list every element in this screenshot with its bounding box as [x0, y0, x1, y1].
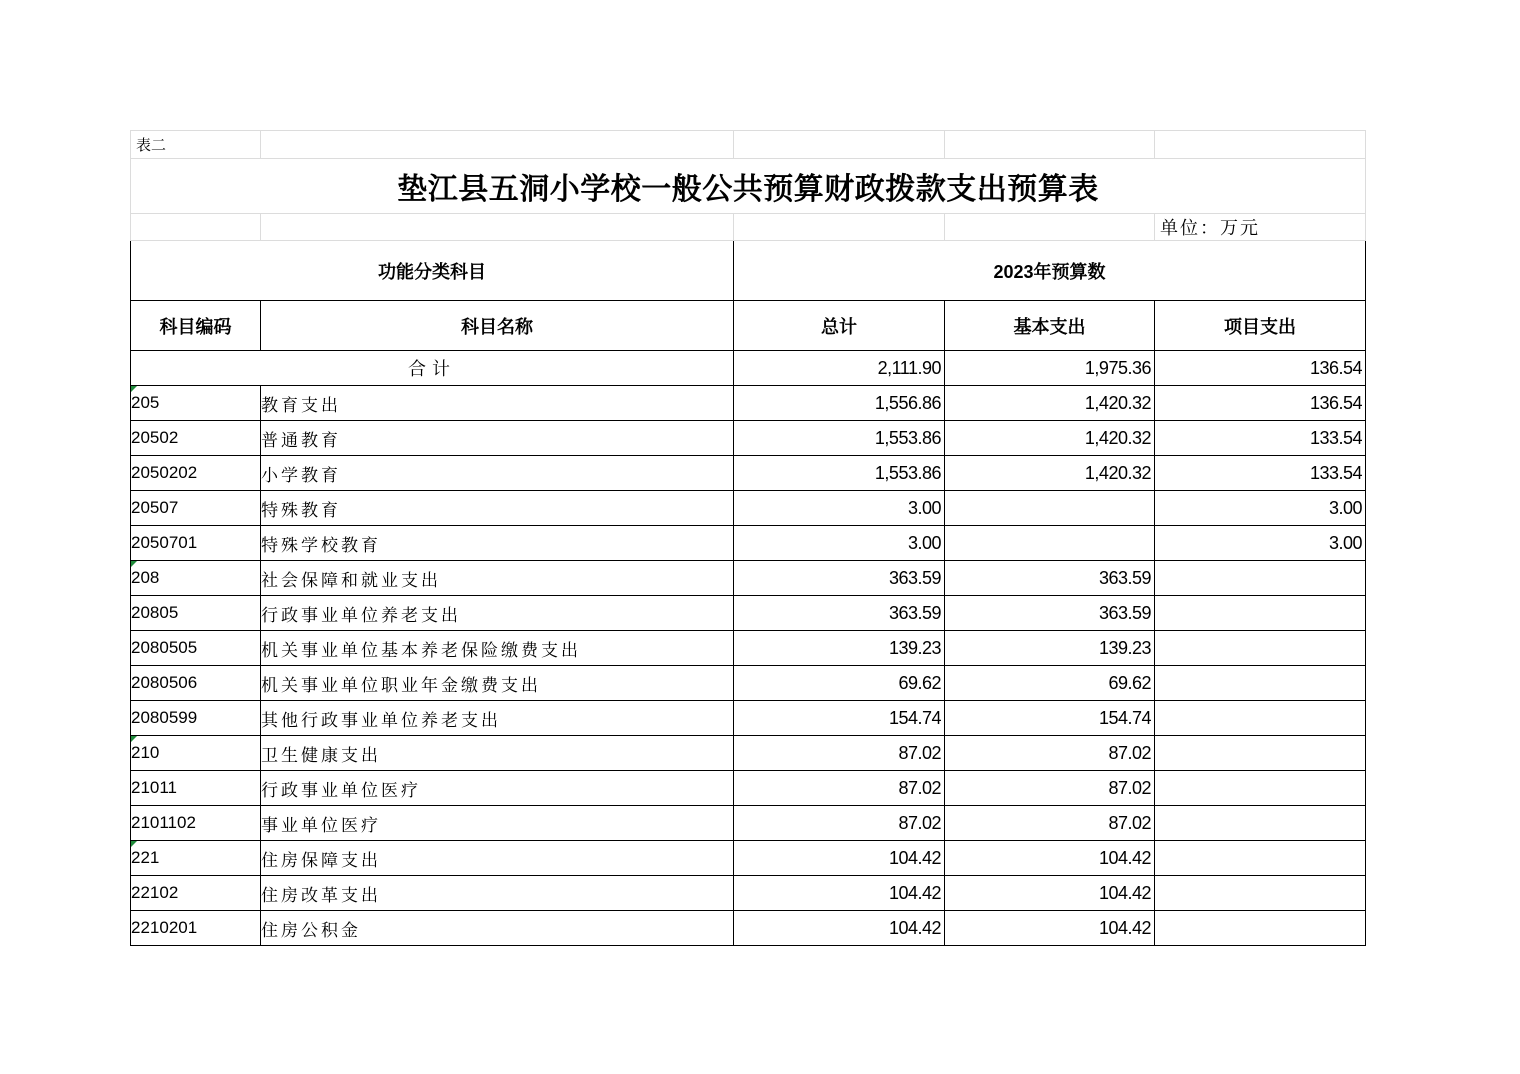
code-cell: 210	[131, 736, 261, 771]
table-row	[131, 841, 1366, 876]
code-cell: 205	[131, 386, 261, 421]
project-cell	[1155, 631, 1366, 666]
total-cell: 3.00	[734, 491, 945, 526]
total-cell: 1,553.86	[734, 456, 945, 491]
table-row	[131, 561, 1366, 596]
code-cell: 2080599	[131, 701, 261, 736]
header-name: 科目名称	[261, 301, 734, 351]
table-row	[131, 736, 1366, 771]
code-cell: 20502	[131, 421, 261, 456]
header-code: 科目编码	[131, 301, 261, 351]
project-cell	[1155, 561, 1366, 596]
total-cell: 87.02	[734, 736, 945, 771]
total-cell: 363.59	[734, 561, 945, 596]
total-project: 136.54	[1155, 351, 1366, 386]
name-cell: 住房改革支出	[261, 876, 734, 911]
table-row	[131, 911, 1366, 946]
code-cell: 21011	[131, 771, 261, 806]
basic-cell: 363.59	[945, 561, 1155, 596]
header-project: 项目支出	[1155, 301, 1366, 351]
name-cell: 其他行政事业单位养老支出	[261, 701, 734, 736]
budget-rows	[131, 386, 1366, 946]
table-row	[131, 421, 1366, 456]
total-basic: 1,975.36	[945, 351, 1155, 386]
name-cell: 社会保障和就业支出	[261, 561, 734, 596]
basic-cell: 139.23	[945, 631, 1155, 666]
basic-cell: 154.74	[945, 701, 1155, 736]
name-cell: 特殊教育	[261, 491, 734, 526]
total-cell: 104.42	[734, 876, 945, 911]
table-row	[131, 456, 1366, 491]
total-cell: 87.02	[734, 806, 945, 841]
project-cell	[1155, 771, 1366, 806]
project-cell: 133.54	[1155, 456, 1366, 491]
name-cell: 行政事业单位养老支出	[261, 596, 734, 631]
table-row	[131, 806, 1366, 841]
basic-cell: 1,420.32	[945, 456, 1155, 491]
basic-cell: 104.42	[945, 911, 1155, 946]
project-cell: 3.00	[1155, 491, 1366, 526]
code-cell: 20805	[131, 596, 261, 631]
unit-label: 单位：万元	[1155, 214, 1366, 241]
project-cell	[1155, 841, 1366, 876]
name-cell: 机关事业单位职业年金缴费支出	[261, 666, 734, 701]
header-basic: 基本支出	[945, 301, 1155, 351]
table-row	[131, 386, 1366, 421]
basic-cell	[945, 526, 1155, 561]
table-row	[131, 631, 1366, 666]
name-cell: 住房公积金	[261, 911, 734, 946]
basic-cell: 87.02	[945, 806, 1155, 841]
name-cell: 卫生健康支出	[261, 736, 734, 771]
total-row	[131, 351, 1366, 386]
basic-cell: 1,420.32	[945, 386, 1155, 421]
basic-cell: 1,420.32	[945, 421, 1155, 456]
name-cell: 普通教育	[261, 421, 734, 456]
header-category: 功能分类科目	[131, 241, 734, 301]
code-cell: 2080505	[131, 631, 261, 666]
total-sum: 2,111.90	[734, 351, 945, 386]
basic-cell: 104.42	[945, 876, 1155, 911]
table-row	[131, 526, 1366, 561]
basic-cell	[945, 491, 1155, 526]
code-cell: 2210201	[131, 911, 261, 946]
name-cell: 事业单位医疗	[261, 806, 734, 841]
total-label: 合计	[131, 351, 734, 386]
project-cell: 3.00	[1155, 526, 1366, 561]
project-cell: 136.54	[1155, 386, 1366, 421]
total-cell: 104.42	[734, 911, 945, 946]
name-cell: 特殊学校教育	[261, 526, 734, 561]
header-budget: 2023年预算数	[734, 241, 1366, 301]
table-row	[131, 491, 1366, 526]
total-cell: 154.74	[734, 701, 945, 736]
name-cell: 行政事业单位医疗	[261, 771, 734, 806]
total-cell: 363.59	[734, 596, 945, 631]
code-cell: 2080506	[131, 666, 261, 701]
total-cell: 87.02	[734, 771, 945, 806]
basic-cell: 87.02	[945, 771, 1155, 806]
total-cell: 69.62	[734, 666, 945, 701]
code-cell: 2050202	[131, 456, 261, 491]
project-cell	[1155, 596, 1366, 631]
code-cell: 22102	[131, 876, 261, 911]
table-row	[131, 701, 1366, 736]
project-cell	[1155, 911, 1366, 946]
name-cell: 教育支出	[261, 386, 734, 421]
header-total: 总计	[734, 301, 945, 351]
code-cell: 20507	[131, 491, 261, 526]
table-row	[131, 876, 1366, 911]
table-row	[131, 771, 1366, 806]
basic-cell: 104.42	[945, 841, 1155, 876]
total-cell: 1,556.86	[734, 386, 945, 421]
basic-cell: 87.02	[945, 736, 1155, 771]
code-cell: 2050701	[131, 526, 261, 561]
total-cell: 1,553.86	[734, 421, 945, 456]
code-cell: 221	[131, 841, 261, 876]
total-cell: 104.42	[734, 841, 945, 876]
project-cell: 133.54	[1155, 421, 1366, 456]
project-cell	[1155, 666, 1366, 701]
page-title: 垫江县五洞小学校一般公共预算财政拨款支出预算表	[131, 159, 1366, 214]
project-cell	[1155, 876, 1366, 911]
total-cell: 3.00	[734, 526, 945, 561]
name-cell: 住房保障支出	[261, 841, 734, 876]
table-tag: 表二	[131, 131, 261, 159]
project-cell	[1155, 701, 1366, 736]
project-cell	[1155, 736, 1366, 771]
table-row	[131, 666, 1366, 701]
table-row	[131, 596, 1366, 631]
code-cell: 208	[131, 561, 261, 596]
basic-cell: 363.59	[945, 596, 1155, 631]
code-cell: 2101102	[131, 806, 261, 841]
total-cell: 139.23	[734, 631, 945, 666]
name-cell: 小学教育	[261, 456, 734, 491]
budget-sheet	[130, 130, 1366, 946]
name-cell: 机关事业单位基本养老保险缴费支出	[261, 631, 734, 666]
project-cell	[1155, 806, 1366, 841]
basic-cell: 69.62	[945, 666, 1155, 701]
